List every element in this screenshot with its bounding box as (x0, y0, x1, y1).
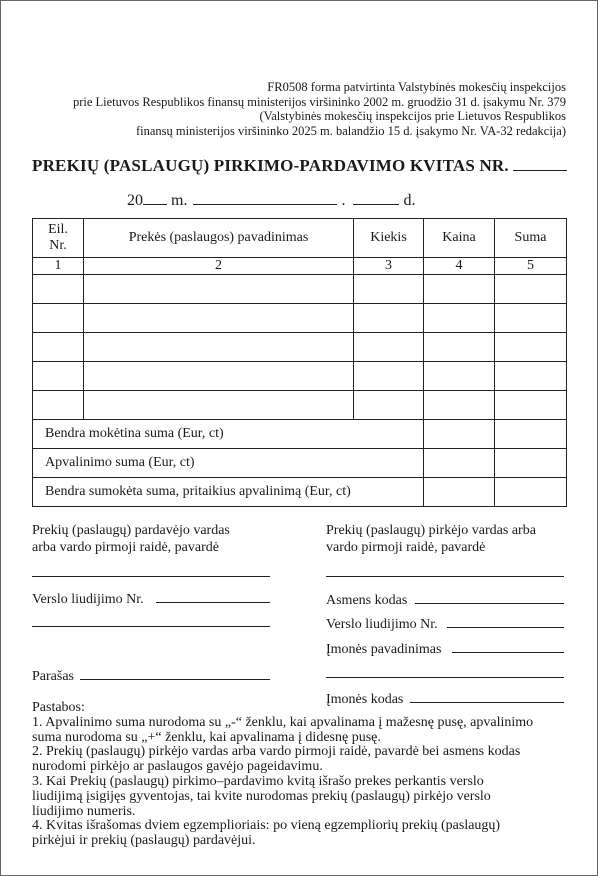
seller-license-field[interactable] (156, 602, 270, 603)
personal-code-field[interactable] (415, 603, 564, 604)
header-line: prie Lietuvos Respublikos finansų ministerijos viršininko 2002 m. gruodžio 31 d. įsakymu Nr. 379 (72, 94, 566, 109)
cell-price[interactable] (424, 362, 495, 391)
notes-section (32, 701, 572, 849)
cell-sum[interactable] (495, 275, 567, 304)
col-number: 3 (354, 258, 424, 275)
form-title-text: PREKIŲ (PASLAUGŲ) PIRKIMO-PARDAVIMO KVITAS NR. (32, 156, 509, 175)
date-dot: . (341, 192, 346, 209)
col-header-no (33, 219, 84, 258)
total-payable-row (33, 420, 567, 449)
date-row (127, 192, 415, 210)
buyer-license-label: Verslo liudijimo Nr. (326, 617, 438, 632)
total-paid-sum-cell[interactable] (495, 478, 567, 507)
cell-sum[interactable] (495, 304, 567, 333)
cell-price[interactable] (424, 275, 495, 304)
company-name-field[interactable] (452, 652, 564, 653)
cell-price[interactable] (424, 304, 495, 333)
total-paid-label: Bendra sumokėta suma, pritaikius apvalinimą (Eur, ct) (33, 478, 424, 507)
seller-extra-field[interactable] (32, 626, 270, 627)
table-row (33, 304, 567, 333)
signature-field[interactable] (80, 679, 270, 680)
items-table (32, 218, 567, 507)
cell-price[interactable] (424, 391, 495, 420)
cell-no[interactable] (33, 391, 84, 420)
cell-no[interactable] (33, 275, 84, 304)
cell-no[interactable] (33, 333, 84, 362)
col-header-qty: Kiekis (354, 219, 424, 258)
form-approval-header (73, 80, 566, 138)
header-line: (Valstybinės mokesčių inspekcijos prie Lietuvos Respublikos (259, 109, 566, 123)
col-header-no-line1: Eil. (48, 222, 68, 237)
rounding-row (33, 449, 567, 478)
buyer-name-label-line1: Prekių (paslaugų) pirkėjo vardas arba (326, 523, 536, 538)
cell-name[interactable] (84, 391, 354, 420)
header-line: finansų ministerijos viršininko 2025 m. balandžio 15 d. įsakymo Nr. VA-32 redakcija) (135, 123, 566, 138)
total-payable-price-cell[interactable] (424, 420, 495, 449)
total-paid-price-cell[interactable] (424, 478, 495, 507)
note-line: pirkėjui ir prekių (paslaugų) pardavėjui. (32, 833, 256, 849)
table-header-row (33, 219, 567, 258)
seller-name-label-line2: arba vardo pirmoji raidė, pavardė (32, 540, 219, 555)
note-line: liudijimą įsigijęs gyventojas, tai kvite nurodomas prekių (paslaugų) pirkėjo verslo (32, 788, 491, 804)
col-number: 2 (84, 258, 354, 275)
cell-sum[interactable] (495, 333, 567, 362)
note-line: 2. Prekių (paslaugų) pirkėjo vardas arba vardo pirmoji raidė, pavardė bei asmens kodas (32, 744, 521, 760)
company-name-label: Įmonės pavadinimas (326, 642, 442, 657)
total-paid-row (33, 478, 567, 507)
total-payable-sum-cell[interactable] (495, 420, 567, 449)
col-number: 1 (33, 258, 84, 275)
cell-qty[interactable] (354, 304, 424, 333)
company-code-label: Įmonės kodas (326, 692, 404, 707)
notes-heading: Pastabos: (32, 700, 85, 715)
cell-sum[interactable] (495, 362, 567, 391)
cell-qty[interactable] (354, 333, 424, 362)
seller-license-label: Verslo liudijimo Nr. (32, 592, 144, 607)
col-header-price: Kaina (424, 219, 495, 258)
total-payable-label: Bendra mokėtina suma (Eur, ct) (33, 420, 424, 449)
buyer-license-field[interactable] (447, 627, 564, 628)
rounding-label: Apvalinimo suma (Eur, ct) (33, 449, 424, 478)
rounding-sum-cell[interactable] (495, 449, 567, 478)
note-line: suma nurodoma su „+“ ženklu, kai apvalinama į didesnę pusę. (32, 729, 381, 745)
note-line: 4. Kvitas išrašomas dviem egzemplioriais: po vieną egzempliorių prekių (paslaugų) (32, 818, 501, 834)
form-title (32, 156, 567, 176)
table-row (33, 333, 567, 362)
cell-qty[interactable] (354, 275, 424, 304)
seller-name-label-line1: Prekių (paslaugų) pardavėjo vardas (32, 523, 230, 538)
seller-name-field[interactable] (32, 576, 270, 577)
buyer-name-field[interactable] (326, 576, 564, 577)
col-header-no-line2: Nr. (49, 238, 67, 253)
year-label: m. (171, 192, 188, 209)
company-name-field-extra[interactable] (326, 677, 564, 678)
personal-code-label: Asmens kodas (326, 593, 408, 608)
buyer-name-label-line2: vardo pirmoji raidė, pavardė (326, 540, 486, 555)
cell-qty[interactable] (354, 391, 424, 420)
note-line: liudijimo numeris. (32, 803, 136, 819)
day-label: d. (403, 192, 416, 209)
receipt-number-field[interactable] (513, 170, 567, 171)
table-row (33, 391, 567, 420)
col-header-sum: Suma (495, 219, 567, 258)
col-header-name: Prekės (paslaugos) pavadinimas (84, 219, 354, 258)
note-line: 1. Apvalinimo suma nurodoma su „-“ ženklu, kai apvalinama į mažesnę pusę, apvalinimo (32, 714, 534, 730)
header-line: FR0508 forma patvirtinta Valstybinės mokesčių inspekcijos (267, 80, 566, 94)
col-number: 4 (424, 258, 495, 275)
cell-price[interactable] (424, 333, 495, 362)
col-number: 5 (495, 258, 567, 275)
cell-qty[interactable] (354, 362, 424, 391)
column-number-row (33, 258, 567, 275)
note-line: 3. Kai Prekių (paslaugų) pirkimo–pardavimo kvitą išrašo prekes perkantis verslo (32, 773, 484, 789)
month-field[interactable] (193, 204, 337, 205)
year-field[interactable] (143, 204, 167, 205)
table-row (33, 275, 567, 304)
cell-no[interactable] (33, 362, 84, 391)
day-field[interactable] (353, 204, 399, 205)
cell-name[interactable] (84, 304, 354, 333)
cell-name[interactable] (84, 275, 354, 304)
note-line: nurodomi pirkėjo ar paslaugos gavėjo pageidavimu. (32, 759, 323, 775)
table-row (33, 362, 567, 391)
cell-name[interactable] (84, 362, 354, 391)
cell-sum[interactable] (495, 391, 567, 420)
rounding-price-cell[interactable] (424, 449, 495, 478)
cell-no[interactable] (33, 304, 84, 333)
signature-label: Parašas (32, 669, 74, 684)
cell-name[interactable] (84, 333, 354, 362)
year-prefix: 20 (127, 192, 143, 209)
